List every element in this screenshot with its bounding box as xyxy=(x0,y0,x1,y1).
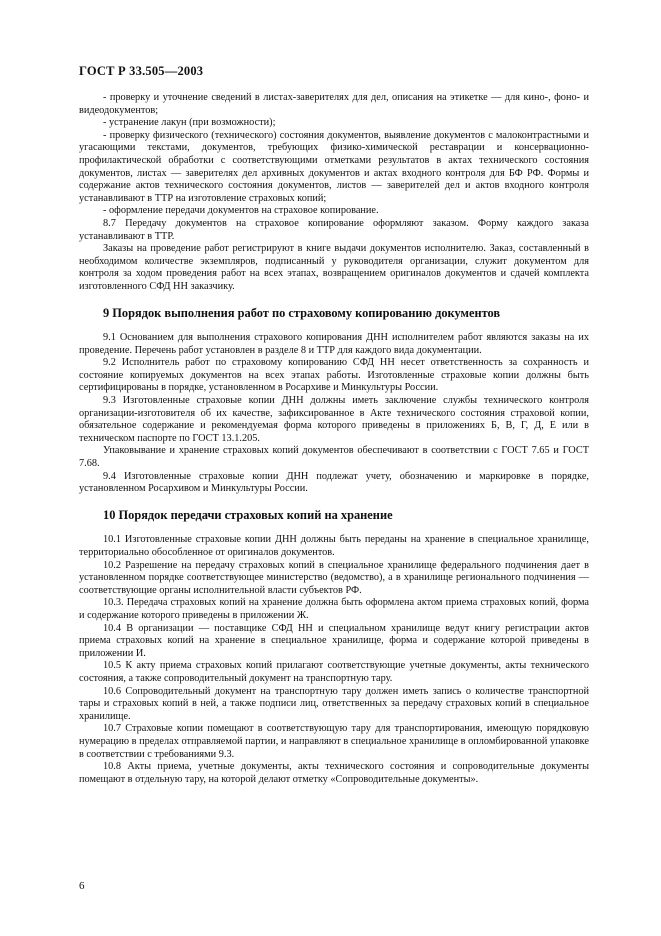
paragraph: - проверку и уточнение сведений в листах-заверителях для дел, описания на этикетке — для кино-, фоно- и видеодокументов; xyxy=(79,92,589,116)
paragraph: 10.1 Изготовленные страховые копии ДНН должны быть переданы на хранение в специальное хранилище, территориально обособленное от оригиналов документов. xyxy=(79,534,589,558)
paragraph: 10.8 Акты приема, учетные документы, акты технического состояния и сопроводительные документы помещают в отдельную тару, на которой делают отметку «Сопроводительные документы». xyxy=(79,761,589,785)
paragraph: - проверку физического (технического) состояния документов, выявление документов с малоконтрастными и угасающими текстами, документов, требующих физико-химической реставрации и консервационно-профилактической обработки с соответствующими отметками результатов в актах технического состояния документов, листах — заверителях дел архивных документов и актах входного контроля для БФ РФ. Формы и содержание актов технического состояния документов, листов — заверителей дел и актов входного контроля устанавливают в ТТР на изготовление страховых копий; xyxy=(79,129,589,204)
section-heading-9: 9 Порядок выполнения работ по страховому копированию документов xyxy=(103,305,501,320)
paragraph: - оформление передачи документов на страховое копирование. xyxy=(103,205,379,217)
paragraph: 9.4 Изготовленные страховые копии ДНН подлежат учету, обозначению и маркировке в порядке, установленном Росархивом и Минкультуры России. xyxy=(79,470,589,495)
paragraph: Заказы на проведение работ регистрируют в книге выдачи документов исполнителю. Заказ, составленный в необходимом количестве экземпляров, подписанный у руководителя организации, служит документом для контроля за ходом проведения работ на всех этапах, возвращением оригиналов документов и сдачей комплекта изготовленного СФД НН заказчику. xyxy=(79,243,589,292)
paragraph: - устранение лакун (при возможности); xyxy=(103,117,276,129)
paragraph: 10.6 Сопроводительный документ на транспортную тару должен иметь запись о количестве транспортной тары и страховых копий в ней, а также подписи лиц, ответственных за передачу страховых копий в специальное хранилище. xyxy=(79,685,589,722)
paragraph: 10.7 Страховые копии помещают в соответствующую тару для транспортирования, имеющую порядковую нумерацию в пределах отправляемой партии, и направляют в специальное хранилище в опломбированной упаковке в соответствии с требованиями 9.3. xyxy=(79,723,589,760)
paragraph: 9.2 Исполнитель работ по страховому копированию СФД НН несет ответственность за сохранность и состояние копируемых документов на всех этапах работы. Изготовленные страховые копии должны быть сертифицированы в порядке, установленном в Росархиве и Минкультуры России. xyxy=(79,357,589,394)
paragraph: 10.3. Передача страховых копий на хранение должна быть оформлена актом приема страховых копий, форма и содержание которого приведены в приложении Ж. xyxy=(79,597,589,621)
paragraph: 9.3 Изготовленные страховые копии ДНН должны иметь заключение службы технического контроля организации-изготовителя об их качестве, зафиксированное в Акте технического состояния страховой копии, обязательное содержание и рекомендуемая форма которого приведены в приложениях Б, В, Г, Д, Е или в техническом паспорте по ГОСТ 13.1.205. xyxy=(79,395,589,444)
paragraph: 10.4 В организации — поставщике СФД НН и специальном хранилище ведут книгу регистрации актов приема страховых копий на хранение в специальное хранилище, форма и содержание которой приведены в приложении И. xyxy=(79,622,589,659)
paragraph: 9.1 Основанием для выполнения страхового копирования ДНН исполнителем работ являются заказы на их проведение. Перечень работ установлен в разделе 8 и ТТР для каждого вида документации. xyxy=(79,332,589,356)
document-header: ГОСТ Р 33.505—2003 xyxy=(79,64,204,78)
page-number: 6 xyxy=(79,880,85,892)
paragraph: 8.7 Передачу документов на страховое копирование оформляют заказом. Форму каждого заказа устанавливают в ТТР. xyxy=(79,217,589,242)
section-heading-10: 10 Порядок передачи страховых копий на хранение xyxy=(103,507,393,522)
paragraph: 10.5 К акту приема страховых копий прилагают соответствующие учетные документы, акты технического состояния, а также сопроводительный документ на транспортную тару. xyxy=(79,660,589,684)
paragraph: Упаковывание и хранение страховых копий документов обеспечивают в соответствии с ГОСТ 7.65 и ГОСТ 7.68. xyxy=(79,445,589,470)
paragraph: 10.2 Разрешение на передачу страховых копий в специальное хранилище федерального подчинения дает в установленном порядке соответствующее министерство (ведомство), а в хранилище регионального подчинения — соответствующие органы исполнительной власти субъектов РФ. xyxy=(79,559,589,596)
document-body xyxy=(79,92,589,786)
